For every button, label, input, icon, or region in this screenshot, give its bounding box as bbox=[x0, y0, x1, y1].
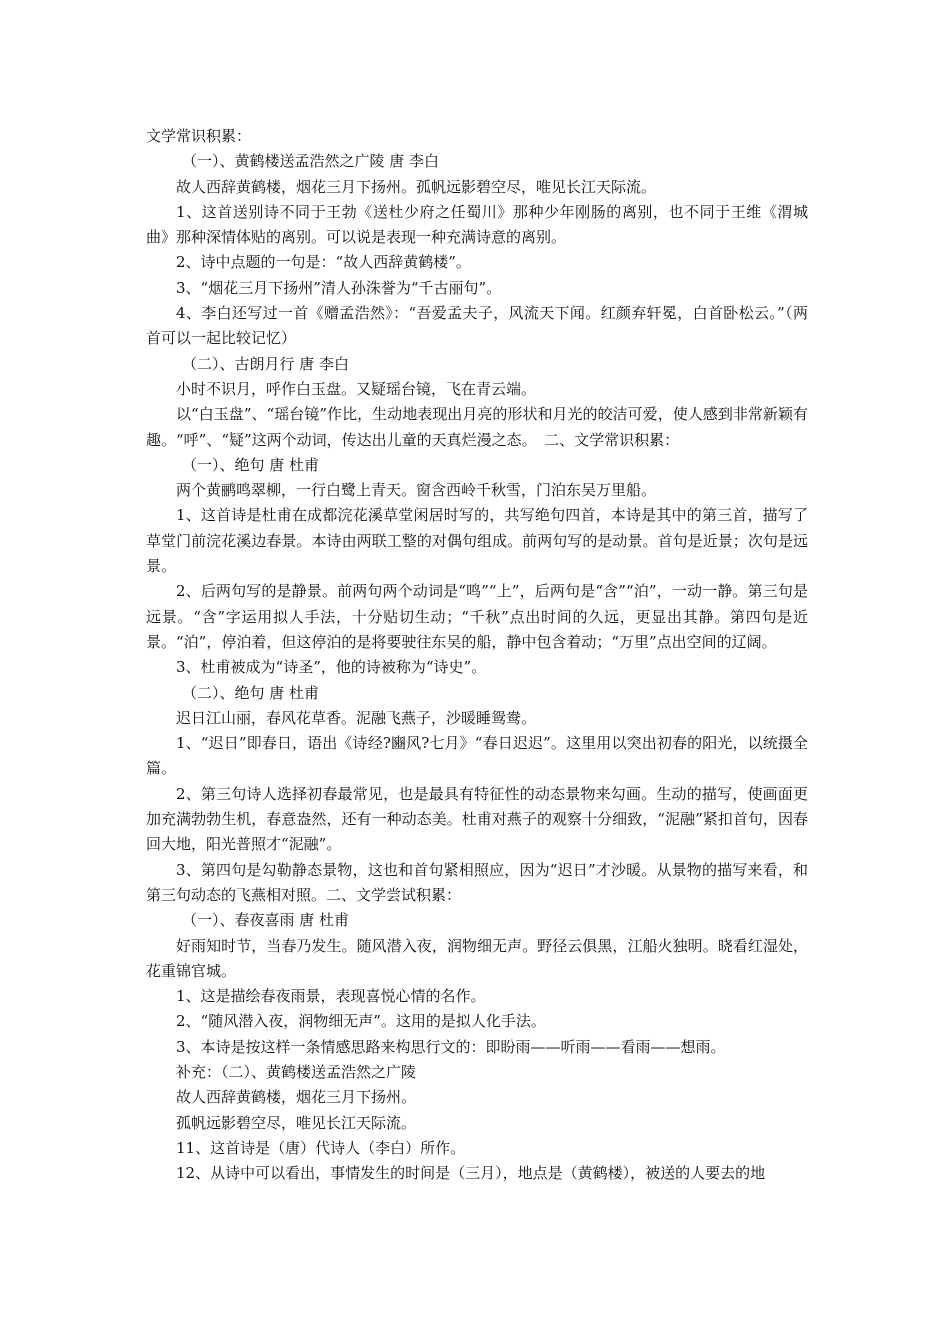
paragraph: 补充：（二）、黄鹤楼送孟浩然之广陵 bbox=[176, 1062, 417, 1081]
section-heading: （一）、黄鹤楼送孟浩然之广陵 唐 李白 bbox=[182, 152, 440, 171]
paragraph: 小时不识月，呼作白玉盘。又疑瑶台镜，飞在青云端。 bbox=[176, 379, 537, 398]
paragraph: 2、“随风潜入夜，润物细无声”。这用的是拟人化手法。 bbox=[176, 1012, 546, 1031]
paragraph: 11、这首诗是（唐）代诗人（李白）所作。 bbox=[176, 1138, 466, 1157]
paragraph: 3、“烟花三月下扬州”清人孙洙誉为“千古丽句”。 bbox=[176, 278, 502, 297]
paragraph: 孤帆远影碧空尽，唯见长江天际流。 bbox=[176, 1113, 417, 1132]
section-heading: （二）、古朗月行 唐 李白 bbox=[182, 354, 350, 373]
paragraph: 迟日江山丽，春风花草香。泥融飞燕子，沙暖睡鸳鸯。 bbox=[176, 708, 537, 727]
section-heading: （一）、春夜喜雨 唐 杜甫 bbox=[182, 911, 350, 930]
paragraph: 故人西辞黄鹤楼，烟花三月下扬州。 bbox=[176, 1088, 417, 1107]
paragraph: 3、第四句是勾勒静态景物，这也和首句紧相照应，因为“迟日”才沙暖。从景物的描写来看，和第三句动态的飞燕相对照。二、文学尝试积累： bbox=[146, 860, 808, 904]
paragraph: 故人西辞黄鹤楼，烟花三月下扬州。孤帆远影碧空尽，唯见长江天际流。 bbox=[176, 177, 657, 196]
paragraph: 3、杜甫被成为“诗圣”，他的诗被称为“诗史”。 bbox=[176, 658, 487, 677]
paragraph: 好雨知时节，当春乃发生。随风潜入夜，润物细无声。野径云俱黑，江船火独明。晓看红湿处，花重锦官城。 bbox=[146, 936, 808, 980]
paragraph: 以“白玉盘”、“瑶台镜”作比，生动地表现出月亮的形状和月光的皎洁可爱，使人感到非常新颖有趣。“呼”、“疑”这两个动词，传达出儿童的天真烂漫之态。 二、文学常识积累： bbox=[146, 405, 808, 449]
paragraph: 1、这首送别诗不同于王勃《送杜少府之任蜀川》那种少年刚肠的离别，也不同于王维《渭城曲》那种深情体贴的离别。可以说是表现一种充满诗意的离别。 bbox=[146, 202, 808, 247]
paragraph: 4、李白还写过一首《赠孟浩然》：“吾爱孟夫子，风流天下闻。红颜弃轩冕，白首卧松云。”（两首可以一起比较记忆） bbox=[146, 304, 808, 348]
document-page bbox=[146, 124, 808, 1186]
paragraph: 两个黄鹂鸣翠柳，一行白鹭上青天。窗含西岭千秋雪，门泊东吴万里船。 bbox=[176, 481, 657, 500]
paragraph: 1、这首诗是杜甫在成都浣花溪草堂闲居时写的，共写绝句四首，本诗是其中的第三首，描写了草堂门前浣花溪边春景。本诗由两联工整的对偶句组成。前两句写的是动景。首句是近景；次句是远景。 bbox=[146, 506, 808, 576]
paragraph: 3、本诗是按这样一条情感思路来构思行文的：即盼雨——听雨——看雨——想雨。 bbox=[176, 1037, 726, 1056]
paragraph: 12、从诗中可以看出，事情发生的时间是（三月），地点是（黄鹤楼），被送的人要去的地 bbox=[176, 1164, 766, 1183]
section-heading: （一）、绝句 唐 杜甫 bbox=[182, 455, 320, 474]
paragraph: 2、后两句写的是静景。前两句两个动词是“鸣”“上”，后两句是“含”“泊”，一动一静。第三句是远景。“含”字运用拟人手法，十分贴切生动；“千秋”点出时间的久远，更显出其静。第四句是近景。“泊”，停泊着，但这停泊的是将要驶往东吴的船，静中包含着动；“万里”点出空间的辽阔。 bbox=[146, 582, 808, 651]
paragraph: 文学常识积累： bbox=[146, 127, 252, 145]
section-heading: （二）、绝句 唐 杜甫 bbox=[182, 683, 320, 702]
paragraph: 2、诗中点题的一句是：“故人西辞黄鹤楼”。 bbox=[176, 253, 471, 272]
paragraph: 1、“迟日”即春日，语出《诗经?豳风?七月》“春日迟迟”。这里用以突出初春的阳光，以统摄全篇。 bbox=[146, 734, 808, 778]
paragraph: 1、这是描绘春夜雨景，表现喜悦心情的名作。 bbox=[176, 987, 486, 1006]
paragraph: 2、第三句诗人选择初春最常见，也是最具有特征性的动态景物来勾画。生动的描写，使画面更加充满勃勃生机，春意盎然，还有一种动态美。杜甫对燕子的观察十分细致，“泥融”紧扣首句，因春回大地，阳光普照才“泥融”。 bbox=[146, 784, 808, 854]
